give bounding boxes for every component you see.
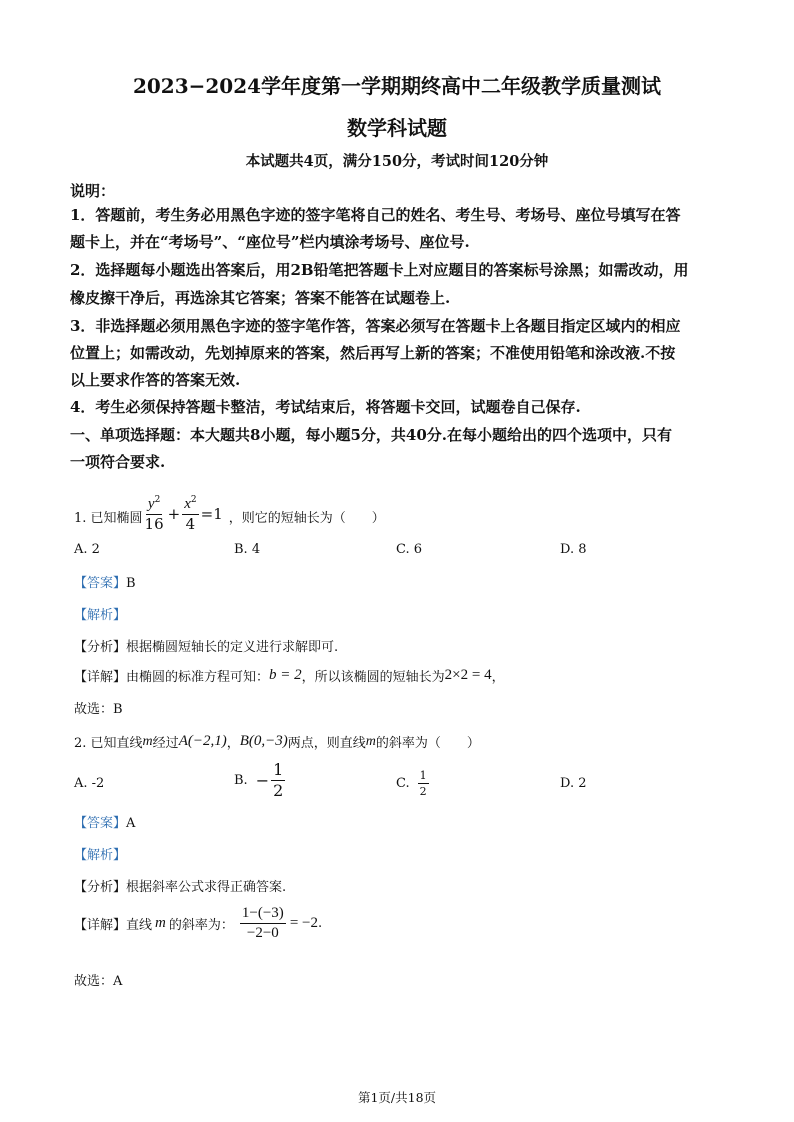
- fenxi-tag: 【分析】: [74, 880, 127, 895]
- option-b-den: 2: [273, 781, 284, 800]
- detail-mid: ，所以该椭圆的短轴长为: [301, 670, 445, 685]
- instruction-2-line-2: 橡皮擦干净后，再选涂其它答案；答案不能答在试题卷上.: [70, 289, 451, 307]
- y-denominator: 16: [144, 515, 164, 533]
- instruction-2-line-1: 2．选择题每小题选出答案后，用2B铅笔把答题卡上对应题目的答案标号涂黑；如需改动，用: [70, 261, 689, 279]
- answer-value: A: [126, 816, 136, 831]
- detail-mid: 的斜率为：: [168, 918, 234, 933]
- question-2-detail: [74, 906, 322, 941]
- question-2-option-c: [396, 770, 429, 797]
- instruction-3-line-1: 3．非选择题必须用黑色字迹的签字笔作答，答案必须写在答题卡上各题目指定区域内的相应: [70, 317, 681, 335]
- page-footer: 第1页/共18页: [357, 1090, 437, 1105]
- line-m-var-2: m: [365, 733, 376, 749]
- page-subtitle: 数学科试题: [347, 116, 447, 140]
- option-c-den: 2: [419, 785, 427, 798]
- exam-info: 本试题共4页，满分150分，考试时间120分钟: [245, 153, 549, 170]
- analysis-tag: 【解析】: [74, 608, 127, 623]
- answer-tag: 【答案】: [74, 816, 127, 831]
- detail-prefix: 由椭圆的标准方程可知：: [126, 670, 270, 685]
- option-c-label: C.: [396, 776, 410, 791]
- analysis-tag: 【解析】: [74, 848, 127, 863]
- slope-numerator: 1−(−3): [240, 906, 286, 924]
- line-m-var: m: [142, 733, 153, 749]
- slope-fraction: [240, 906, 286, 941]
- option-c-num: 1: [419, 769, 427, 782]
- option-b-num: 1: [273, 760, 284, 779]
- question-1-option-c: C. 6: [396, 542, 423, 557]
- page-title: 2023−2024学年度第一学期期终高中二年级教学质量测试: [132, 74, 662, 98]
- fenxi-tag: 【分析】: [74, 640, 127, 655]
- section-heading-line-1: 一、单项选择题：本大题共8小题，每小题5分，共40分.在每小题给出的四个选项中，只有: [70, 426, 672, 444]
- question-1-stem: [74, 482, 385, 533]
- detail-equation-product: 2×2 = 4: [444, 667, 492, 683]
- question-2-option-d: D. 2: [560, 776, 587, 791]
- instruction-3-line-2: 位置上；如需改动，先划掉原来的答案，然后再写上新的答案；不准使用铅笔和涂改液.不按: [70, 344, 676, 362]
- answer-tag: 【答案】: [74, 576, 127, 591]
- question-2-prefix: 2. 已知直线: [74, 736, 143, 751]
- detail-tag: 【详解】: [74, 670, 127, 685]
- option-b-fraction: [271, 762, 285, 799]
- option-c-fraction: [418, 770, 429, 797]
- option-b-label: B.: [234, 773, 248, 788]
- detail-end: ，: [491, 670, 505, 685]
- instruction-1-line-2: 题卡上，并在“考场号”、“座位号”栏内填涂考场号、座位号.: [70, 233, 470, 251]
- fenxi-text: 根据斜率公式求得正确答案.: [126, 880, 287, 895]
- question-2-option-a: A. -2: [74, 776, 105, 791]
- question-1-suffix: ，则它的短轴长为（ ）: [228, 511, 385, 526]
- plus-sign: +: [167, 505, 181, 523]
- question-1-option-b: B. 4: [234, 542, 261, 557]
- fenxi-text: 根据椭圆短轴长的定义进行求解即可.: [126, 640, 339, 655]
- point-a: A(−2,1): [178, 733, 227, 749]
- slope-denominator: −2−0: [246, 925, 279, 941]
- question-1-answer: [74, 572, 136, 591]
- y-var: y: [147, 496, 155, 512]
- question-1-option-a: A. 2: [74, 542, 100, 557]
- detail-tag: 【详解】: [74, 918, 127, 933]
- instructions-heading: 说明：: [70, 182, 116, 200]
- ellipse-x-fraction: [182, 496, 198, 532]
- question-1-fenxi: [74, 636, 338, 655]
- question-1-option-d: D. 8: [560, 542, 587, 557]
- option-b-sign: −: [255, 771, 270, 790]
- instruction-3-line-3: 以上要求作答的答案无效.: [70, 371, 241, 389]
- equation-rhs: =1: [200, 505, 223, 523]
- answer-value: B: [126, 576, 136, 591]
- question-1-analysis-tag: [74, 604, 126, 623]
- ellipse-equation: [143, 496, 223, 532]
- instruction-4: 4．考生必须保持答题卡整洁，考试结束后，将答题卡交回，试题卷自己保存.: [70, 398, 581, 416]
- question-2-mid-2: 两点，则直线: [287, 736, 366, 751]
- question-2-option-b: [234, 762, 285, 799]
- question-1-choose: 故选：B: [74, 702, 123, 717]
- question-2-answer: [74, 812, 135, 831]
- x-var: x: [184, 496, 191, 512]
- question-1-detail: [74, 666, 505, 685]
- question-2-choose: 故选：A: [74, 974, 123, 989]
- detail-prefix: 直线: [126, 918, 153, 933]
- instruction-1-line-1: 1．答题前，考生务必用黑色字迹的签字笔将自己的姓名、考生号、考场号、座位号填写在答: [70, 206, 681, 224]
- question-2-suffix: 的斜率为（ ）: [375, 736, 480, 751]
- detail-end: .: [317, 916, 323, 931]
- question-1-prefix: 1. 已知椭圆: [74, 511, 143, 526]
- x-denominator: 4: [185, 515, 196, 533]
- question-2-fenxi: [74, 876, 286, 895]
- point-b: B(0,−3): [239, 733, 288, 749]
- detail-equation-b: b = 2: [269, 667, 302, 683]
- x-exponent: 2: [190, 495, 197, 505]
- section-heading-line-2: 一项符合要求.: [70, 453, 166, 471]
- slope-result: = −2: [289, 915, 318, 931]
- y-exponent: 2: [154, 495, 161, 505]
- question-2-analysis-tag: [74, 844, 126, 863]
- ellipse-y-fraction: [143, 496, 166, 532]
- comma: ，: [226, 736, 240, 751]
- question-2-mid-1: 经过: [152, 736, 179, 751]
- question-2-stem: [74, 732, 480, 751]
- detail-m-var: m: [155, 915, 166, 931]
